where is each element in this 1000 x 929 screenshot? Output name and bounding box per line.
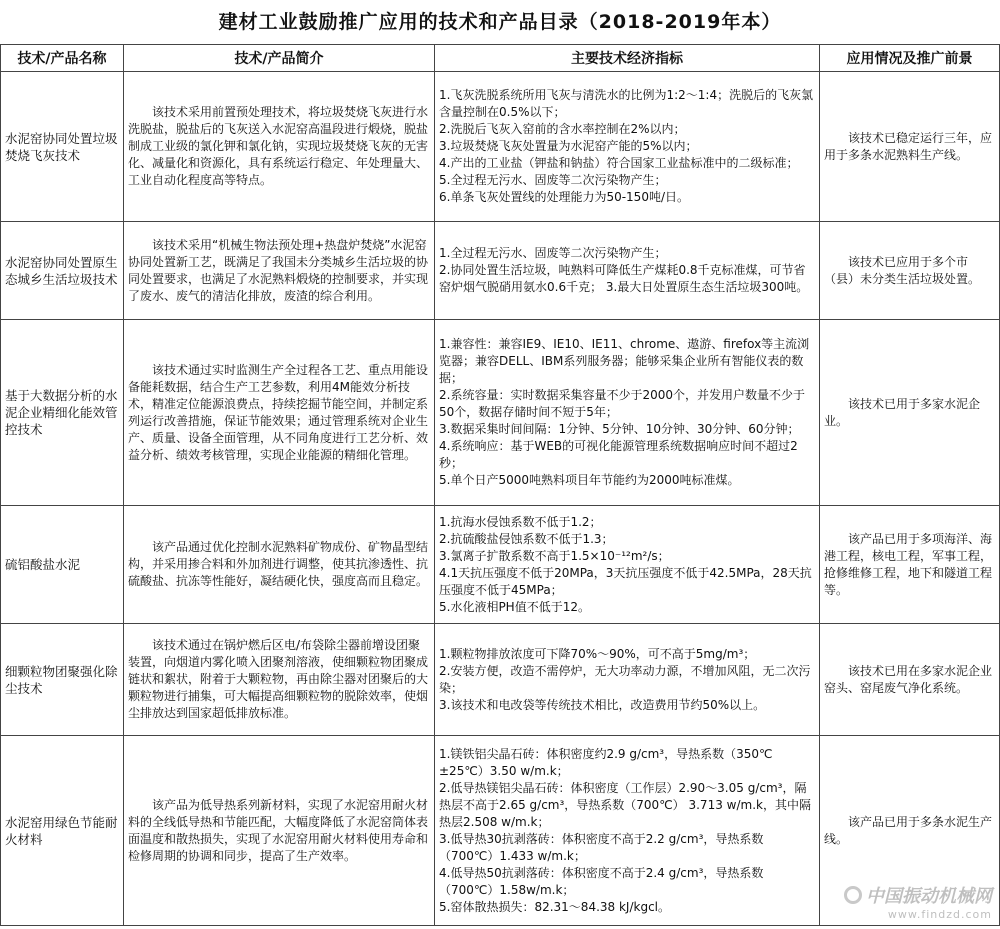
row-application: 该技术已用在多家水泥企业窑头、窑尾废气净化系统。 bbox=[820, 624, 1000, 736]
row-metrics bbox=[435, 736, 820, 926]
table-header-row bbox=[1, 45, 1000, 72]
metric-item: 1.飞灰洗脱系统所用飞灰与清洗水的比例为1:2～1:4；洗脱后的飞灰氯含量控制在0.5%以下； bbox=[439, 88, 814, 119]
row-name: 硫铝酸盐水泥 bbox=[1, 506, 124, 624]
table-row bbox=[1, 320, 1000, 506]
row-application: 该技术已应用于多个市（县）未分类生活垃圾处置。 bbox=[820, 222, 1000, 320]
row-application: 该技术已用于多家水泥企业。 bbox=[820, 320, 1000, 506]
page-title: 建材工业鼓励推广应用的技术和产品目录（2018-2019年本） bbox=[218, 11, 782, 33]
metric-item: 1.抗海水侵蚀系数不低于1.2； bbox=[439, 514, 602, 529]
row-application: 该产品已用于多条水泥生产线。 bbox=[820, 736, 1000, 926]
metric-item: 2.协同处置生活垃圾，吨熟料可降低生产煤耗0.8千克标准煤，可节省窑炉烟气脱硝用氨水0.6千克； 3.最大日处置原生态生活垃圾300吨。 bbox=[439, 263, 809, 294]
row-intro: 该技术采用前置预处理技术，将垃圾焚烧飞灰进行水洗脱盐，脱盐后的飞灰送入水泥窑高温段进行煅烧，脱盐制成工业级的氯化钾和氯化钠，实现垃圾焚烧飞灰的无害化、减量化和资源化，具有系统运行稳定、年处理量大、工业自动化程度高等特点。 bbox=[124, 72, 435, 222]
table-row bbox=[1, 506, 1000, 624]
metric-item: 5.全过程无污水、固废等二次污染物产生； bbox=[439, 173, 667, 187]
metric-item: 4.产出的工业盐（钾盐和钠盐）符合国家工业盐标准中的二级标准； bbox=[439, 156, 799, 170]
header-application: 应用情况及推广前景 bbox=[820, 45, 1000, 72]
row-metrics bbox=[435, 624, 820, 736]
header-intro: 技术/产品简介 bbox=[124, 45, 435, 72]
table-row bbox=[1, 624, 1000, 736]
metric-item: 3.氯离子扩散系数不高于1.5×10⁻¹²m²/s； bbox=[439, 548, 670, 563]
header-metrics: 主要技术经济指标 bbox=[435, 45, 820, 72]
metric-item: 5.水化液相PH值不低于12。 bbox=[439, 599, 590, 614]
row-metrics bbox=[435, 72, 820, 222]
watermark-url: www.findzd.com bbox=[887, 908, 992, 921]
row-metrics bbox=[435, 222, 820, 320]
table-row bbox=[1, 72, 1000, 222]
metric-item: 3.该技术和电改袋等传统技术相比，改造费用节约50%以上。 bbox=[439, 697, 766, 712]
metric-item: 2.系统容量：实时数据采集容量不少于2000个，并发用户数量不少于50个，数据存储时间不短于5年； bbox=[439, 388, 805, 419]
metric-item: 3.数据采集时间间隔：1分钟、5分钟、10分钟、30分钟、60分钟； bbox=[439, 422, 800, 436]
row-application: 该技术已稳定运行三年，应用于多条水泥熟料生产线。 bbox=[820, 72, 1000, 222]
row-application: 该产品已用于多项海洋、海港工程，核电工程，军事工程，抢修维修工程，地下和隧道工程等。 bbox=[820, 506, 1000, 624]
metric-item: 1.镁铁铝尖晶石砖：体积密度约2.9 g/cm³，导热系数（350℃±25℃）3.50 w/m.k； bbox=[439, 746, 773, 778]
row-name: 细颗粒物团聚强化除尘技术 bbox=[1, 624, 124, 736]
metric-item: 2.低导热镁铝尖晶石砖：体积密度（工作层）2.90～3.05 g/cm³，隔热层不高于2.65 g/cm³，导热系数（700℃） 3.713 w/m.k，其中隔热层2.508 w/m.k； bbox=[439, 780, 811, 829]
row-intro: 该技术通过在锅炉燃后区电/布袋除尘器前增设团聚装置，向烟道内雾化喷入团聚剂溶液，使细颗粒物团聚成链状和絮状，附着于大颗粒物，再由除尘器对团聚后的大颗粒物进行捕集，可大幅提高细颗粒物的脱除效率，使烟尘排放达到国家超低排放标准。 bbox=[124, 624, 435, 736]
metric-item: 4.1天抗压强度不低于20MPa，3天抗压强度不低于42.5MPa，28天抗压强度不低于45MPa； bbox=[439, 565, 812, 597]
row-name: 水泥窑协同处置垃圾焚烧飞灰技术 bbox=[1, 72, 124, 222]
row-name: 水泥窑用绿色节能耐火材料 bbox=[1, 736, 124, 926]
row-name: 基于大数据分析的水泥企业精细化能效管控技术 bbox=[1, 320, 124, 506]
table-row bbox=[1, 222, 1000, 320]
header-name: 技术/产品名称 bbox=[1, 45, 124, 72]
catalog-table bbox=[0, 44, 1000, 926]
row-metrics bbox=[435, 506, 820, 624]
metric-item: 5.单个日产5000吨熟料项目年节能约为2000吨标准煤。 bbox=[439, 473, 740, 487]
metric-item: 2.安装方便，改造不需停炉，无大功率动力源，不增加风阻，无二次污染； bbox=[439, 663, 811, 695]
metric-item: 1.全过程无污水、固废等二次污染物产生； bbox=[439, 246, 667, 260]
row-intro: 该产品为低导热系列新材料，实现了水泥窑用耐火材料的全线低导热和节能匹配，大幅度降低了水泥窑筒体表面温度和散热损失，实现了水泥窑用耐火材料使用寿命和检修周期的协调和同步，提高了生产效率。 bbox=[124, 736, 435, 926]
metric-item: 3.垃圾焚烧飞灰处置量为水泥窑产能的5%以内； bbox=[439, 139, 698, 153]
metric-item: 5.窑体散热损失：82.31～84.38 kJ/kgcl。 bbox=[439, 899, 671, 914]
site-logo-icon bbox=[844, 886, 862, 904]
metric-item: 2.抗硫酸盐侵蚀系数不低于1.3； bbox=[439, 531, 614, 546]
metric-item: 6.单条飞灰处置线的处理能力为50-150吨/日。 bbox=[439, 190, 689, 204]
metric-item: 4.系统响应：基于WEB的可视化能源管理系统数据响应时间不超过2秒； bbox=[439, 439, 798, 470]
metric-item: 4.低导热50抗剥落砖：体积密度不高于2.4 g/cm³，导热系数（700℃）1.58w/m.k； bbox=[439, 865, 764, 897]
row-intro: 该技术通过实时监测生产全过程各工艺、重点用能设备能耗数据，结合生产工艺参数，利用4M能效分析技术，精准定位能源浪费点，持续挖掘节能空间，并制定系列运行改善措施，保证节能效果；通过管理系统对企业生产、质量、设备全面管理，从不同角度进行工艺分析、效益分析、绩效考核管理，实现企业能源的精细化管理。 bbox=[124, 320, 435, 506]
metric-item: 2.洗脱后飞灰入窑前的含水率控制在2%以内； bbox=[439, 122, 686, 136]
row-intro: 该产品通过优化控制水泥熟料矿物成份、矿物晶型结构，并采用掺合料和外加剂进行调整，使其抗渗透性、抗硫酸盐、抗冻等性能好，凝结硬化快，强度高而且稳定。 bbox=[124, 506, 435, 624]
watermark bbox=[844, 882, 992, 921]
metric-item: 1.兼容性：兼容IE9、IE10、IE11、chrome、遨游、firefox等主流浏览器；兼容DELL、IBM系列服务器；能够采集企业所有智能仪表的数据； bbox=[439, 337, 810, 385]
row-metrics bbox=[435, 320, 820, 506]
metric-item: 1.颗粒物排放浓度可下降70%～90%，可不高于5mg/m³； bbox=[439, 646, 756, 661]
row-intro: 该技术采用“机械生物法预处理+热盘炉焚烧”水泥窑协同处置新工艺，既满足了我国未分类城乡生活垃圾的协同处置要求，也满足了水泥熟料煅烧的控制要求，并实现了废水、废气的清洁化排放，废渣的综合利用。 bbox=[124, 222, 435, 320]
watermark-site-name: 中国振动机械网 bbox=[866, 886, 992, 907]
metric-item: 3.低导热30抗剥落砖：体积密度不高于2.2 g/cm³，导热系数（700℃）1.433 w/m.k； bbox=[439, 831, 764, 863]
row-name: 水泥窑协同处置原生态城乡生活垃圾技术 bbox=[1, 222, 124, 320]
